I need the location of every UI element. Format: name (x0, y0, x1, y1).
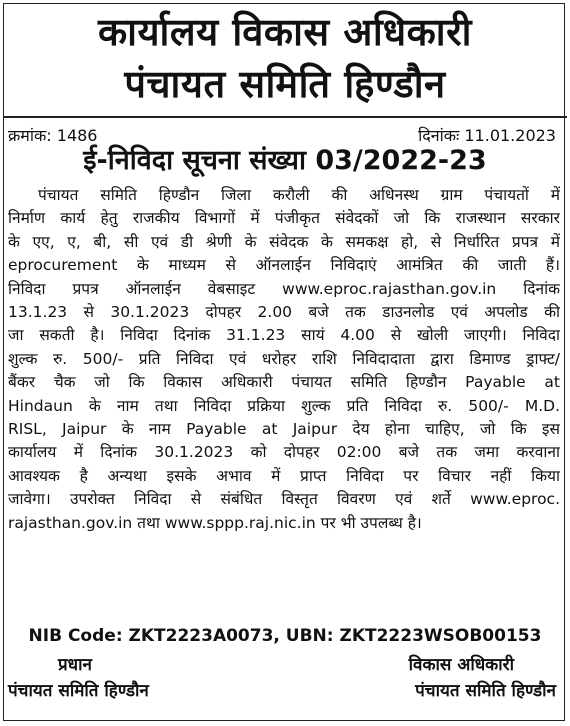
body-line: निर्माण कार्य हेतु राजकीय विभागों में पंजीकृत संवेदकों जो कि राजस्थान सरकार (8, 209, 560, 228)
body-line: पंचायत समिति हिण्डौन जिला करौली की अधिनस्थ ग्राम पंचायतों में (38, 186, 560, 204)
header-divider (3, 116, 567, 118)
body-line: आवश्यक है अन्यथा इसके अभाव में प्राप्त निविदा पर विचार नहीं किया (8, 466, 560, 485)
notice-body (8, 184, 560, 535)
body-line: जावेगा। उपरोक्त निविदा से संबंधित विस्तृत विवरण एवं शर्ते www.eproc. (8, 490, 560, 509)
body-line: निविदा प्रपत्र ऑनलाईन वेबसाइट www.eproc.rajasthan.gov.in दिनांक (8, 279, 560, 298)
body-line: जा सकती है। निविदा दिनांक 31.1.23 सायं 4.00 से खोली जाएगी। निविदा (8, 326, 560, 345)
body-line: 13.1.23 से 30.1.2023 दोपहर 2.00 बजे तक डाउनलोड एवं अपलोड की (8, 303, 560, 322)
body-line: rajasthan.gov.in तथा www.sppp.raj.nic.in पर भी उपलब्ध है। (8, 513, 422, 532)
body-line: बैंकर चैक जो कि विकास अधिकारी पंचायत समिति हिण्डौन Payable at (8, 373, 560, 392)
signatory-left-org: पंचायत समिति हिण्डौन (8, 681, 149, 701)
nib-code: NIB Code: ZKT2223A0073, UBN: ZKT2223WSOB00153 (28, 626, 542, 646)
body-line: कार्यालय में दिनांक 30.1.2023 को दोपहर 02:00 बजे तक जमा करवाना (8, 443, 560, 462)
notice-date: दिनांकः 11.01.2023 (418, 126, 556, 145)
body-line: RISL, Jaipur के नाम Payable at Jaipur देय होना चाहिए, जो कि इस (8, 420, 560, 439)
signatory-right-org: पंचायत समिति हिण्डौन (415, 681, 556, 701)
office-title: कार्यालय विकास अधिकारी (97, 10, 472, 54)
signatory-left-title: प्रधान (58, 655, 92, 675)
signatory-right-title: विकास अधिकारी (408, 655, 514, 675)
notice-heading: ई-निविदा सूचना संख्या 03/2022-23 (83, 145, 487, 176)
body-line: Hindaun के नाम तथा निविदा प्रक्रिया शुल्क प्रति निविदा रु. 500/- M.D. (8, 396, 560, 415)
office-subtitle: पंचायत समिति हिण्डौन (124, 62, 446, 106)
body-line: शुल्क रु. 500/- प्रति निविदा एवं धरोहर राशि निविदादाता द्वारा डिमाण्ड ड्राफ्ट/ (8, 349, 560, 368)
body-line: eprocurement के माध्यम से ऑनलाईन निविदाएं आमंत्रित की जाती हैं। (8, 256, 560, 275)
reference-number: क्रमांक: 1486 (8, 126, 98, 145)
body-line: के एए, ए, बी, सी एवं डी श्रेणी के संवेदक के समकक्ष हो, से निर्धारित प्रपत्र में (8, 232, 560, 251)
